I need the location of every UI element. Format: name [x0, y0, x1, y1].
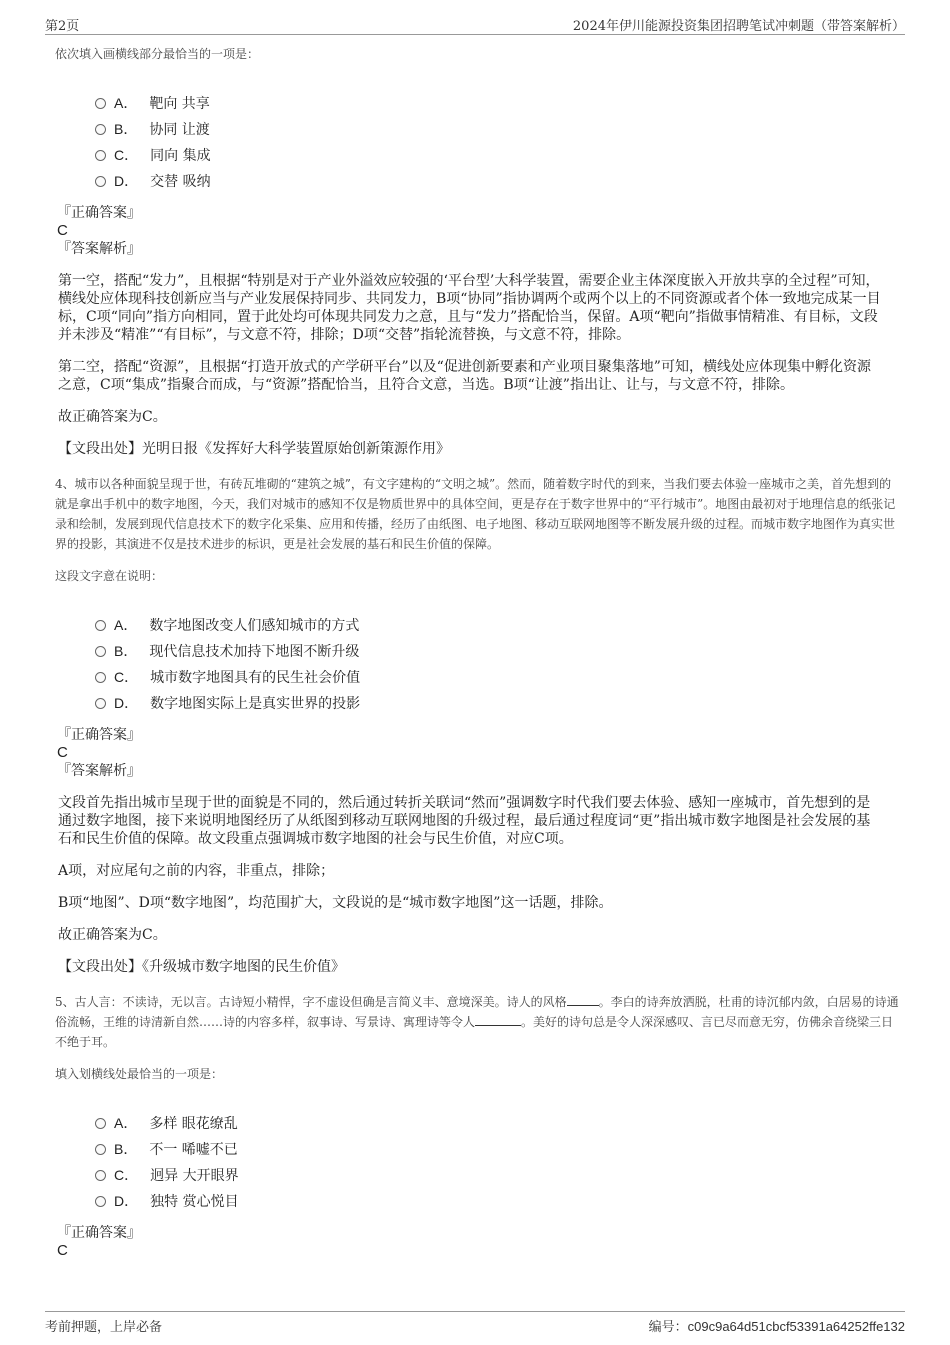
radio-button[interactable]: [95, 620, 106, 631]
q3-option-a[interactable]: A． 靶向 共享: [95, 90, 905, 116]
q5-option-c[interactable]: C． 迥异 大开眼界: [95, 1162, 905, 1188]
page-footer: [45, 1311, 905, 1336]
q4-analysis-paragraph: B项“地图”、D项“数字地图”，均范围扩大，文段说的是“城市数字地图”这一话题，排除。: [58, 895, 613, 911]
q3-prompt: 依次填入画横线部分最恰当的一项是：: [55, 47, 260, 61]
q4-source: 【文段出处】《升级城市数字地图的民生价值》: [58, 959, 345, 975]
q4-answer-label: 『正确答案』: [57, 727, 141, 743]
q3-option-d[interactable]: D． 交替 吸纳: [95, 168, 905, 194]
document-title: 2024年伊川能源投资集团招聘笔试冲刺题（带答案解析）: [572, 19, 905, 34]
q4-option-c[interactable]: C． 城市数字地图具有的民生社会价值: [95, 664, 905, 690]
q3-answer-label: 『正确答案』: [57, 205, 141, 221]
radio-button[interactable]: [95, 98, 106, 109]
blank-line: [567, 993, 599, 1006]
q4-question: 4、城市以各种面貌呈现于世，有砖瓦堆砌的“建筑之城”，有文字建构的“文明之城”。然而，随着数字时代的到来，当我们要去体验一座城市之美，首先想到的就是拿出手机中的数字地图，今天，我们对城市的感知不仅是物质世界中的具体空间，更是存在于数字世界中的“平行城市”。地图由最初对于地理信息的纸张记录和绘制，发展到现代信息技术下的数字化采集、应用和传播，经历了由纸图、电子地图、移动互联网地图等不断发展升级的过程。而城市数字地图作为真实世界的投影，其演进不仅是技术进步的标识，更是社会发展的基石和民生价值的保障。: [55, 477, 896, 551]
q3-option-b[interactable]: B． 协同 让渡: [95, 116, 905, 142]
radio-button[interactable]: [95, 150, 106, 161]
q4-options: [95, 612, 905, 716]
page-content: [55, 44, 905, 1260]
radio-button[interactable]: [95, 646, 106, 657]
q3-analysis-label: 『答案解析』: [57, 241, 141, 257]
radio-button[interactable]: [95, 1196, 106, 1207]
q5-answer-label: 『正确答案』: [57, 1225, 141, 1241]
q3-analysis-paragraph: 故正确答案为C。: [58, 409, 167, 425]
blank-line: [475, 1013, 521, 1026]
document-code: 编号：c09c9a64d51cbcf53391a64252ffe132: [648, 1319, 905, 1334]
q4-answer: C: [57, 744, 68, 761]
radio-button[interactable]: [95, 1170, 106, 1181]
page-header: [45, 12, 905, 35]
q4-analysis-paragraph: 故正确答案为C。: [58, 927, 167, 943]
q4-option-b[interactable]: B． 现代信息技术加持下地图不断升级: [95, 638, 905, 664]
q5-options: [95, 1110, 905, 1214]
q3-source: 【文段出处】光明日报《发挥好大科学装置原始创新策源作用》: [58, 441, 450, 457]
radio-button[interactable]: [95, 176, 106, 187]
radio-button[interactable]: [95, 698, 106, 709]
q4-prompt: 这段文字意在说明：: [55, 569, 164, 583]
q3-analysis-paragraph: 第二空，搭配“资源”，且根据“打造开放式的产学研平台”以及“促进创新要素和产业项目聚集落地”可知，横线处应体现集中孵化资源之意，C项“集成”指聚合而成，与“资源”搭配恰当，且符合文意，当选。B项“让渡”指出让、让与，与文意不符，排除。: [58, 359, 871, 393]
q4-analysis-paragraph: 文段首先指出城市呈现于世的面貌是不同的，然后通过转折关联词“然而”强调数字时代我们要去体验、感知一座城市，首先想到的是通过数字地图，接下来说明地图经历了从纸图到移动互联网地图的升级过程，最后通过程度词“更”指出城市数字地图是社会发展的基石和民生价值的保障。故文段重点强调城市数字地图的社会与民生价值，对应C项。: [58, 795, 871, 847]
footer-slogan: 考前押题，上岸必备: [45, 1320, 163, 1335]
q5-answer: C: [57, 1242, 68, 1259]
q5-option-d[interactable]: D． 独特 赏心悦目: [95, 1188, 905, 1214]
q4-analysis-paragraph: A项，对应尾句之前的内容，非重点，排除；: [58, 863, 335, 879]
q5-prompt: 填入划横线处最恰当的一项是：: [55, 1067, 224, 1081]
q5-option-b[interactable]: B． 不一 唏嘘不已: [95, 1136, 905, 1162]
q4-option-a[interactable]: A． 数字地图改变人们感知城市的方式: [95, 612, 905, 638]
q4-analysis-label: 『答案解析』: [57, 763, 141, 779]
radio-button[interactable]: [95, 672, 106, 683]
q3-options: [95, 90, 905, 194]
q5-question: 5、古人言：不读诗，无以言。古诗短小精悍，字不虚设但确是言简义丰、意境深美。诗人的风格 。李白的诗奔放洒脱，杜甫的诗沉郁内敛，白居易的诗通俗流畅，王维的诗清新自然……诗的内容多样，叙事诗、写景诗、寓理诗等令人 。美好的诗句总是令人深深感叹、言已尽而意无穷，仿佛余音绕梁三日不绝于耳。: [55, 995, 899, 1049]
radio-button[interactable]: [95, 124, 106, 135]
q4-option-d[interactable]: D． 数字地图实际上是真实世界的投影: [95, 690, 905, 716]
page-number: 第2页: [45, 19, 80, 34]
radio-button[interactable]: [95, 1144, 106, 1155]
q3-answer: C: [57, 222, 68, 239]
q3-option-c[interactable]: C． 同向 集成: [95, 142, 905, 168]
q3-analysis-paragraph: 第一空，搭配“发力”，且根据“特别是对于产业外溢效应较强的‘平台型’大科学装置，需要企业主体深度嵌入开放共享的全过程”可知，横线处应体现科技创新应当与产业发展保持同步、共同发力，B项“协同”指协调两个或两个以上的不同资源或者个体一致地完成某一目标，C项“同向”指方向相同，置于此处均可体现共同发力之意，且与“发力”搭配恰当，保留。A项“靶向”指做事情精准、有目标，文段并未涉及“精准”“有目标”，与文意不符，排除；D项“交替”指轮流替换，与文意不符，排除。: [58, 273, 881, 343]
q5-option-a[interactable]: A． 多样 眼花缭乱: [95, 1110, 905, 1136]
radio-button[interactable]: [95, 1118, 106, 1129]
